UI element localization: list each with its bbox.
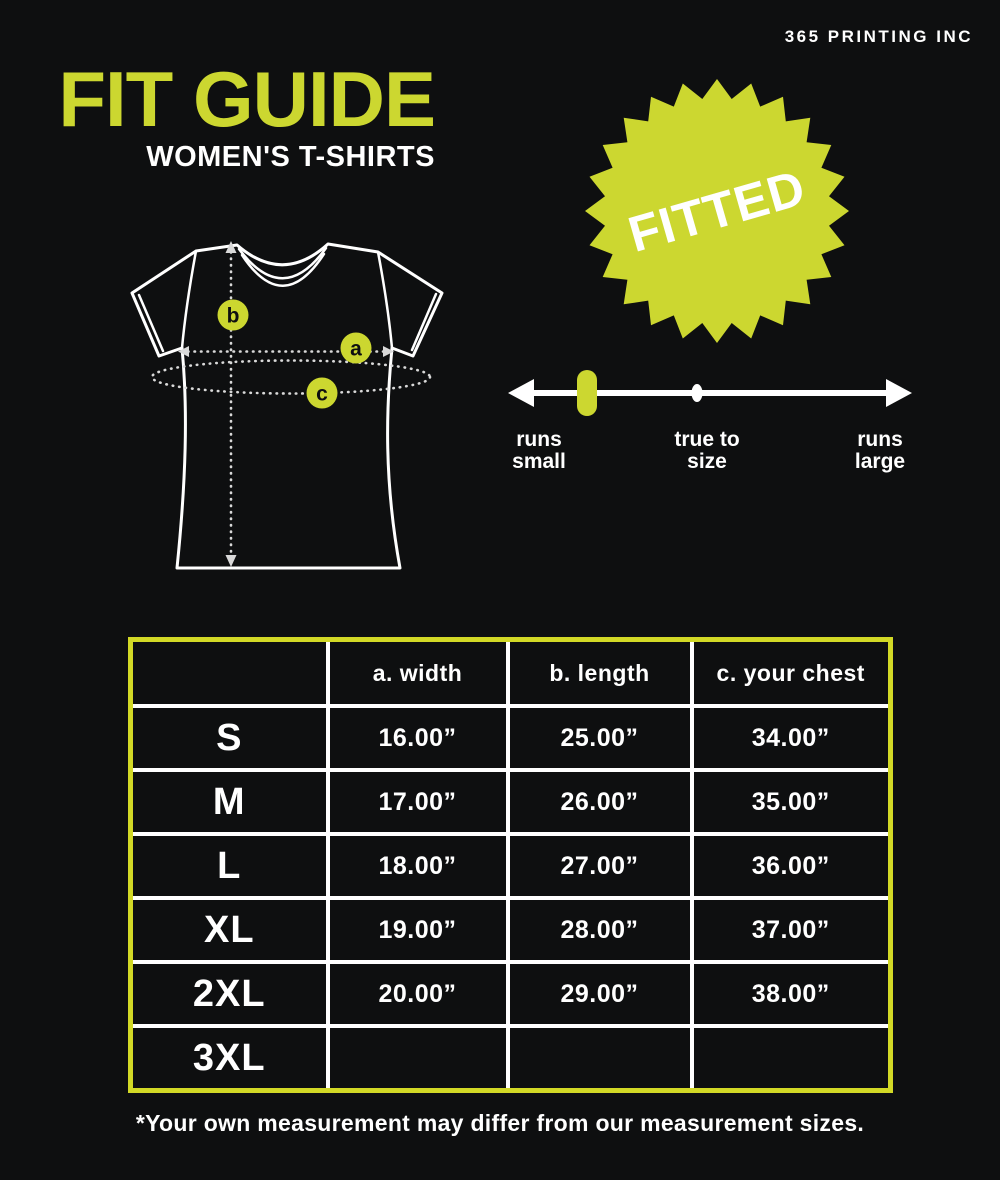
table-row-m	[131, 770, 891, 834]
marker-a-label: a	[350, 337, 362, 361]
tshirt-outline	[132, 244, 442, 568]
tshirt-measurement-diagram	[120, 220, 470, 590]
table-row-l	[131, 834, 891, 898]
size-cell: 3XL	[131, 1026, 328, 1091]
cuff-line-right	[412, 294, 436, 350]
cuff-line-left	[139, 295, 163, 351]
footnote: *Your own measurement may differ from our measurement sizes.	[135, 1110, 865, 1136]
chest-cell: 38.00”	[692, 962, 891, 1026]
chest-cell: 37.00”	[692, 898, 891, 962]
table-row-s	[131, 706, 891, 770]
width-cell: 18.00”	[328, 834, 508, 898]
arrowhead-down	[226, 555, 237, 567]
scale-label-runs-small: runs small	[512, 428, 566, 473]
fitted-badge	[567, 61, 867, 361]
chest-cell: 34.00”	[692, 706, 891, 770]
marker-c-label: c	[316, 382, 328, 406]
width-cell: 16.00”	[328, 706, 508, 770]
scale-arrowhead-right	[886, 379, 912, 407]
size-cell: L	[131, 834, 328, 898]
scale-label-true-to-size: true to size	[674, 428, 740, 473]
page-title: FIT GUIDE	[58, 55, 435, 143]
size-cell: S	[131, 706, 328, 770]
size-cell: M	[131, 770, 328, 834]
length-cell: 29.00”	[508, 962, 692, 1026]
marker-b-label: b	[226, 304, 240, 328]
scale-arrowhead-left	[508, 379, 534, 407]
brand-name: 365 PRINTING INC	[784, 27, 973, 46]
table-row-2xl	[131, 962, 891, 1026]
chest-cell: 35.00”	[692, 770, 891, 834]
length-cell	[508, 1026, 692, 1091]
collar-inner-line-1	[239, 248, 326, 278]
table-row-xl	[131, 898, 891, 962]
width-cell: 17.00”	[328, 770, 508, 834]
length-cell: 25.00”	[508, 706, 692, 770]
fit-scale-arrow	[500, 365, 920, 421]
length-cell: 28.00”	[508, 898, 692, 962]
header-width-cell: a. width	[328, 640, 508, 707]
chest-cell: 36.00”	[692, 834, 891, 898]
fit-indicator	[577, 370, 597, 416]
length-cell: 26.00”	[508, 770, 692, 834]
table-header-row	[131, 640, 891, 707]
header-chest-cell: c. your chest	[692, 640, 891, 707]
chest-cell	[692, 1026, 891, 1091]
table-row-3xl	[131, 1026, 891, 1091]
width-cell: 19.00”	[328, 898, 508, 962]
size-cell: XL	[131, 898, 328, 962]
header-length-cell: b. length	[508, 640, 692, 707]
size-table	[128, 637, 893, 1093]
page-subtitle: WOMEN'S T-SHIRTS	[146, 141, 435, 173]
armhole-seam-left	[182, 251, 196, 348]
badge-label: FITTED	[622, 159, 812, 263]
armhole-seam-right	[378, 252, 392, 348]
size-cell: 2XL	[131, 962, 328, 1026]
scale-label-runs-large: runs large	[854, 428, 906, 473]
width-cell: 20.00”	[328, 962, 508, 1026]
scale-center-dot	[692, 384, 703, 402]
width-cell	[328, 1026, 508, 1091]
title-block	[58, 55, 435, 174]
length-cell: 27.00”	[508, 834, 692, 898]
header-blank-cell	[131, 640, 328, 707]
